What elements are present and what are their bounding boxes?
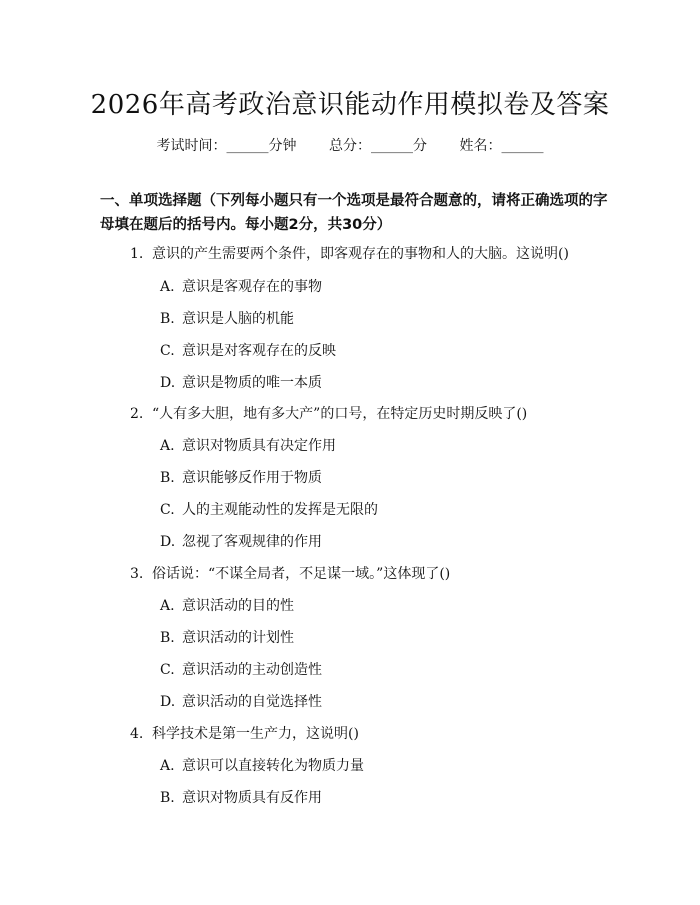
option-letter: D. <box>160 375 176 391</box>
option-text: 意识对物质具有反作用 <box>182 790 322 806</box>
option-text: 忽视了客观规律的作用 <box>182 534 322 550</box>
page-title: 2026年高考政治意识能动作用模拟卷及答案 <box>90 90 610 120</box>
section-heading-single-choice: 一、单项选择题（下列每小题只有一个选项是最符合题意的，请将正确选项的字母填在题后的括号内。每小题2分，共30分） <box>100 193 608 233</box>
question-2-option-c <box>160 499 378 519</box>
option-letter: A. <box>160 438 175 454</box>
question-3-option-c <box>160 659 322 679</box>
option-letter: C. <box>160 662 175 678</box>
question-2-option-b <box>160 467 322 487</box>
option-text: 意识是物质的唯一本质 <box>182 375 322 391</box>
option-text: 意识能够反作用于物质 <box>182 470 322 486</box>
total-score-field: 总分：______分 <box>329 138 427 154</box>
question-text: 科学技术是第一生产力，这说明() <box>152 726 359 742</box>
option-text: 意识是客观存在的事物 <box>182 279 322 295</box>
question-text: “人有多大胆，地有多大产”的口号，在特定历史时期反映了() <box>152 406 528 422</box>
option-letter: D. <box>160 694 176 710</box>
question-3-option-a <box>160 595 294 615</box>
option-letter: A. <box>160 598 175 614</box>
question-number: 3. <box>130 566 144 582</box>
exam-meta <box>0 135 700 155</box>
option-letter: B. <box>160 470 175 486</box>
question-1-option-c <box>160 340 336 360</box>
question-1-option-d <box>160 372 322 392</box>
option-letter: B. <box>160 630 175 646</box>
option-letter: A. <box>160 758 175 774</box>
question-4-option-a <box>160 755 364 775</box>
question-number: 1. <box>130 246 144 262</box>
question-4-option-b <box>160 787 322 807</box>
option-text: 人的主观能动性的发挥是无限的 <box>182 502 378 518</box>
question-2-option-d <box>160 531 322 551</box>
option-text: 意识是对客观存在的反映 <box>182 343 336 359</box>
question-1-option-b <box>160 308 294 328</box>
option-text: 意识是人脑的机能 <box>182 311 294 327</box>
question-text: 俗话说：“不谋全局者，不足谋一域。”这体现了() <box>152 566 451 582</box>
question-1 <box>130 243 569 263</box>
student-name-field: 姓名：______ <box>459 138 544 154</box>
option-letter: C. <box>160 502 175 518</box>
option-text: 意识可以直接转化为物质力量 <box>182 758 364 774</box>
option-letter: B. <box>160 790 175 806</box>
question-1-option-a <box>160 276 322 296</box>
question-number: 4. <box>130 726 144 742</box>
question-4 <box>130 723 359 743</box>
option-letter: C. <box>160 343 175 359</box>
option-letter: A. <box>160 279 175 295</box>
question-2-option-a <box>160 435 336 455</box>
question-number: 2. <box>130 406 144 422</box>
question-2 <box>130 403 527 423</box>
option-text: 意识活动的主动创造性 <box>182 662 322 678</box>
option-text: 意识活动的计划性 <box>182 630 294 646</box>
question-3-option-b <box>160 627 294 647</box>
option-text: 意识活动的目的性 <box>182 598 294 614</box>
option-text: 意识活动的自觉选择性 <box>182 694 322 710</box>
option-letter: D. <box>160 534 176 550</box>
question-text: 意识的产生需要两个条件，即客观存在的事物和人的大脑。这说明() <box>152 246 569 262</box>
question-3 <box>130 563 450 583</box>
option-text: 意识对物质具有决定作用 <box>182 438 336 454</box>
exam-time-field: 考试时间：______分钟 <box>156 138 297 154</box>
option-letter: B. <box>160 311 175 327</box>
question-3-option-d <box>160 691 322 711</box>
